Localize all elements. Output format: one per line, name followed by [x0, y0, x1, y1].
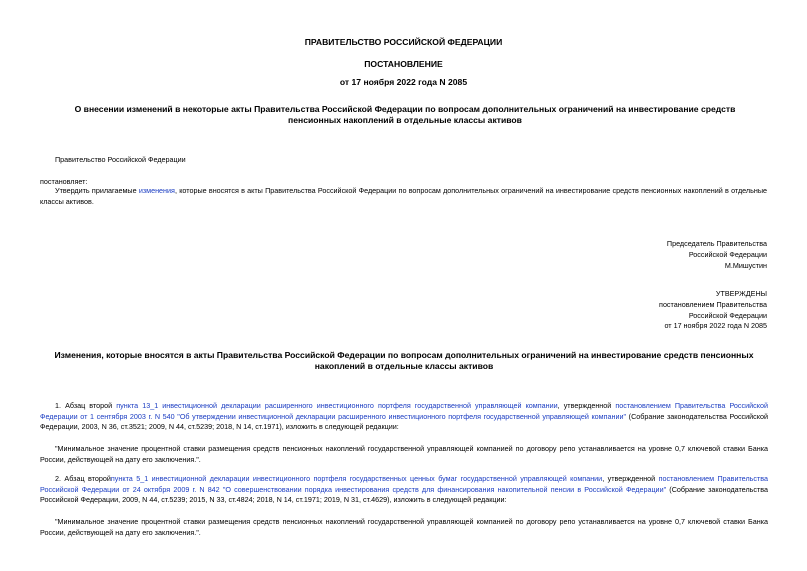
item-2-clause-link[interactable]: пункта 5_1 инвестиционной декларации инвестиционного портфеля государственных ценных бумаг государственной управляющей компании [110, 474, 603, 483]
signature-block [667, 239, 767, 271]
approve-text-before: Утвердить прилагаемые [55, 186, 139, 195]
government-heading: ПРАВИТЕЛЬСТВО РОССИЙСКОЙ ФЕДЕРАЦИИ [304, 37, 503, 47]
date-number-heading: от 17 ноября 2022 года N 2085 [339, 77, 468, 87]
item-1-text-2: , утвержденной [557, 401, 616, 410]
signature-country: Российской Федерации [688, 249, 767, 259]
item-2-quote: "Минимальное значение процентной ставки размещения средств пенсионных накоплений государственной управляющей компанией по договору репо устанавливается на уровне 0,7 ключевой ставки Банка России, действующей на дату его заключения.". [40, 517, 768, 537]
item-2-text-2: , утвержденной [602, 474, 659, 483]
approved-block [659, 289, 767, 332]
document-title: О внесении изменений в некоторые акты Правительства Российской Федерации по вопросам дополнительных ограничений на инвестирование средств пенсионных накоплений в отдельные классы активов [74, 104, 736, 125]
approved-country: Российской Федерации [688, 310, 767, 320]
item-1-quote: "Минимальное значение процентной ставки размещения средств пенсионных накоплений государственной управляющей компанией по договору репо устанавливается на уровне 0,7 ключевой ставки Банка России, действующей на дату его заключения.". [40, 444, 768, 464]
item-2-text-1: 2. Абзац второй [55, 474, 111, 483]
changes-link[interactable]: изменения [138, 186, 175, 195]
item-2-paragraph [40, 474, 768, 506]
item-1-text-3: (Собрание законодательства Российской Федерации, 2003, N 36, ст.3521; 2009, N 44, ст.5239; 2018, N 14, ст.1971), изложить в следующей редакции: [40, 411, 768, 432]
item-1-paragraph [40, 401, 768, 433]
item-1-clause-link[interactable]: пункта 13_1 инвестиционной декларации расширенного инвестиционного портфеля государственной управляющей компании [116, 401, 558, 410]
issuer-text: Правительство Российской Федерации [55, 155, 186, 164]
decides-text: постановляет: [40, 177, 88, 186]
approve-paragraph [40, 186, 767, 207]
approved-label: УТВЕРЖДЕНЫ [715, 289, 767, 298]
doc-type-heading: ПОСТАНОВЛЕНИЕ [364, 59, 443, 69]
approved-by: постановлением Правительства [659, 299, 767, 309]
signature-name: М.Мишустин [724, 260, 767, 270]
item-2-resolution-link[interactable]: постановлением Правительства Российской Федерации от 24 октября 2009 г. N 842 "О совершенствовании порядка инвестирования средств для финансирования накопительной пенсии в Российской Федерации" [40, 474, 768, 494]
changes-title: Изменения, которые вносятся в акты Правительства Российской Федерации по вопросам дополнительных ограничений на инвестирование средств пенсионных накоплений в отдельные классы активов [54, 350, 754, 371]
approve-text-after: , которые вносятся в акты Правительства Российской Федерации по вопросам дополнительных ограничений на инвестирование средств пенсионных накоплений в отдельные классы активов. [40, 186, 768, 206]
signature-position: Председатель Правительства [666, 239, 767, 248]
item-1-text-1: 1. Абзац второй [55, 401, 117, 410]
approved-date: от 17 ноября 2022 года N 2085 [664, 321, 767, 331]
item-1-resolution-link[interactable]: постановлением Правительства Российской Федерации от 1 сентября 2003 г. N 540 "Об утверждении инвестиционной декларации расширенного инвестиционного портфеля государственной управляющей компании" [40, 401, 768, 421]
item-2-text-3: (Собрание законодательства Российской Федерации, 2009, N 44, ст.5239; 2015, N 33, ст.4824; 2018, N 14, ст.1971; 2019, N 31, ст.4629), изложить в следующей редакции: [40, 484, 769, 505]
